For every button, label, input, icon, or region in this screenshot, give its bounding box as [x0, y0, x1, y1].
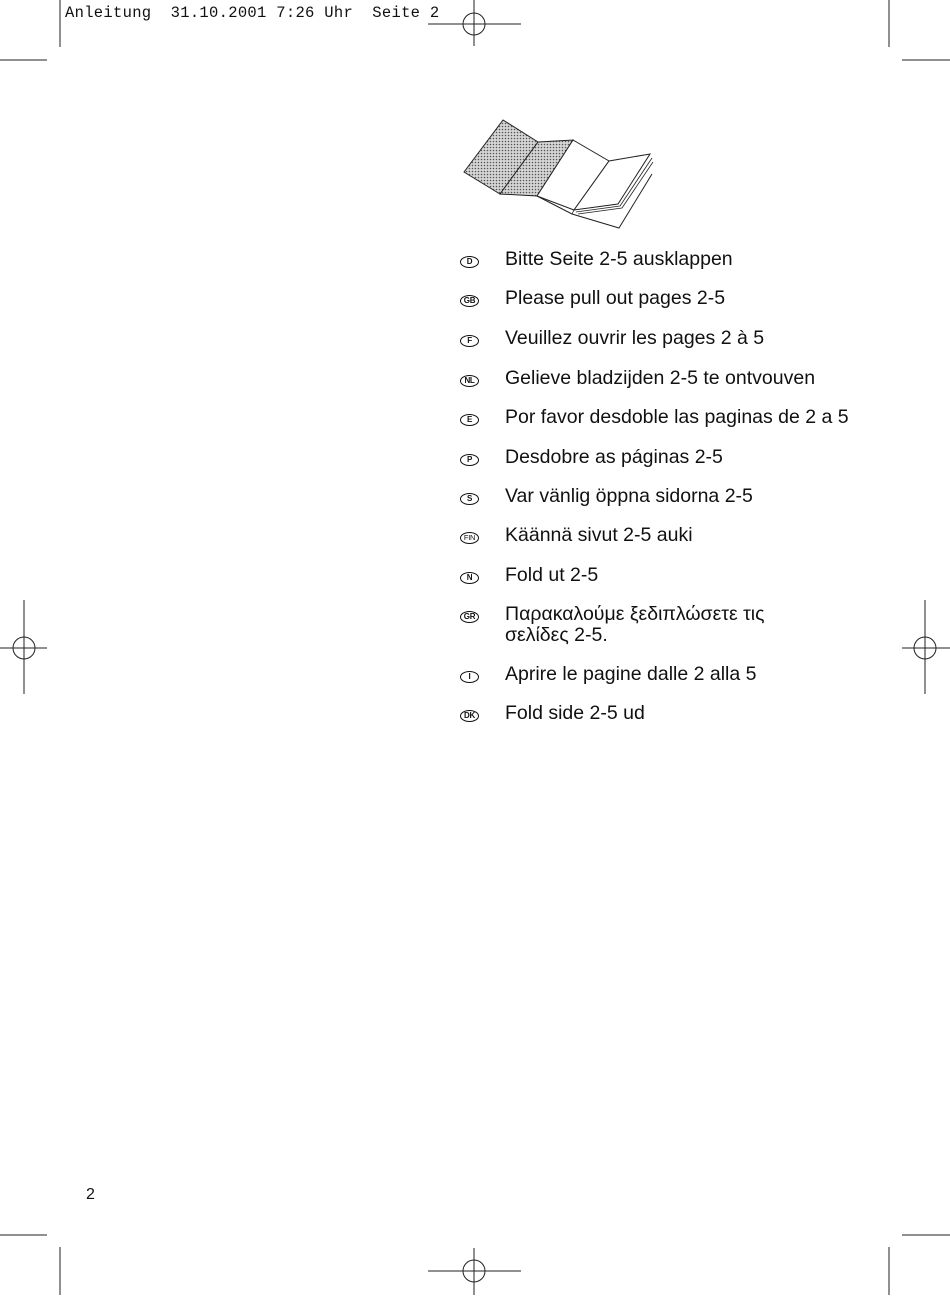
instruction-de — [460, 249, 849, 288]
slug-date: 31.10.2001 — [170, 4, 267, 22]
country-badge: F — [460, 335, 479, 347]
instruction-text: Bitte Seite 2-5 ausklappen — [505, 248, 733, 270]
country-badge: DK — [460, 710, 479, 722]
instruction-text: Por favor desdoble las paginas de 2 a 5 — [505, 406, 849, 428]
instruction-text: Fold side 2-5 ud — [505, 702, 645, 724]
instruction-gr — [460, 604, 849, 664]
registration-mark-bottom — [428, 1248, 521, 1295]
instruction-pt — [460, 447, 849, 486]
instruction-no — [460, 565, 849, 604]
instruction-text: Παρακαλούμε ξεδιπλώσετε τις σελίδες 2-5. — [505, 603, 765, 646]
instruction-text: Var vänlig öppna sidorna 2-5 — [505, 485, 753, 507]
instruction-text: Please pull out pages 2-5 — [505, 287, 726, 309]
country-badge: E — [460, 414, 479, 426]
instruction-fi — [460, 525, 849, 565]
slug-time: 7:26 Uhr — [276, 4, 354, 22]
instruction-se — [460, 486, 849, 525]
registration-mark-right — [902, 600, 950, 694]
instruction-dk — [460, 703, 849, 742]
country-badge: NL — [460, 375, 479, 387]
fold-out-instructions — [460, 249, 849, 742]
page-number: 2 — [86, 1186, 95, 1203]
country-badge: I — [460, 671, 479, 683]
country-badge: N — [460, 572, 479, 584]
slug-page: Seite 2 — [372, 4, 440, 22]
instruction-fr — [460, 328, 849, 368]
country-badge: D — [460, 256, 479, 268]
registration-mark-left — [0, 600, 47, 694]
instruction-text: Aprire le pagine dalle 2 alla 5 — [505, 663, 757, 685]
country-badge: GB — [460, 295, 479, 307]
country-badge: S — [460, 493, 479, 505]
instruction-nl — [460, 368, 849, 407]
instruction-text: Veuillez ouvrir les pages 2 à 5 — [505, 327, 765, 349]
fold-out-pages-illustration — [462, 116, 662, 234]
instruction-text: Gelieve bladzijden 2-5 te ontvouven — [505, 367, 816, 389]
instruction-es — [460, 407, 849, 447]
country-badge: GR — [460, 611, 479, 623]
instruction-text: Fold ut 2-5 — [505, 564, 599, 586]
instruction-text: Desdobre as páginas 2-5 — [505, 446, 723, 468]
country-badge: FIN — [460, 532, 479, 544]
instruction-it — [460, 664, 849, 703]
slug-file: Anleitung — [65, 4, 152, 22]
instruction-text: Käännä sivut 2-5 auki — [505, 524, 693, 546]
instruction-gb — [460, 288, 849, 328]
country-badge: P — [460, 454, 479, 466]
registration-mark-top — [428, 0, 521, 46]
